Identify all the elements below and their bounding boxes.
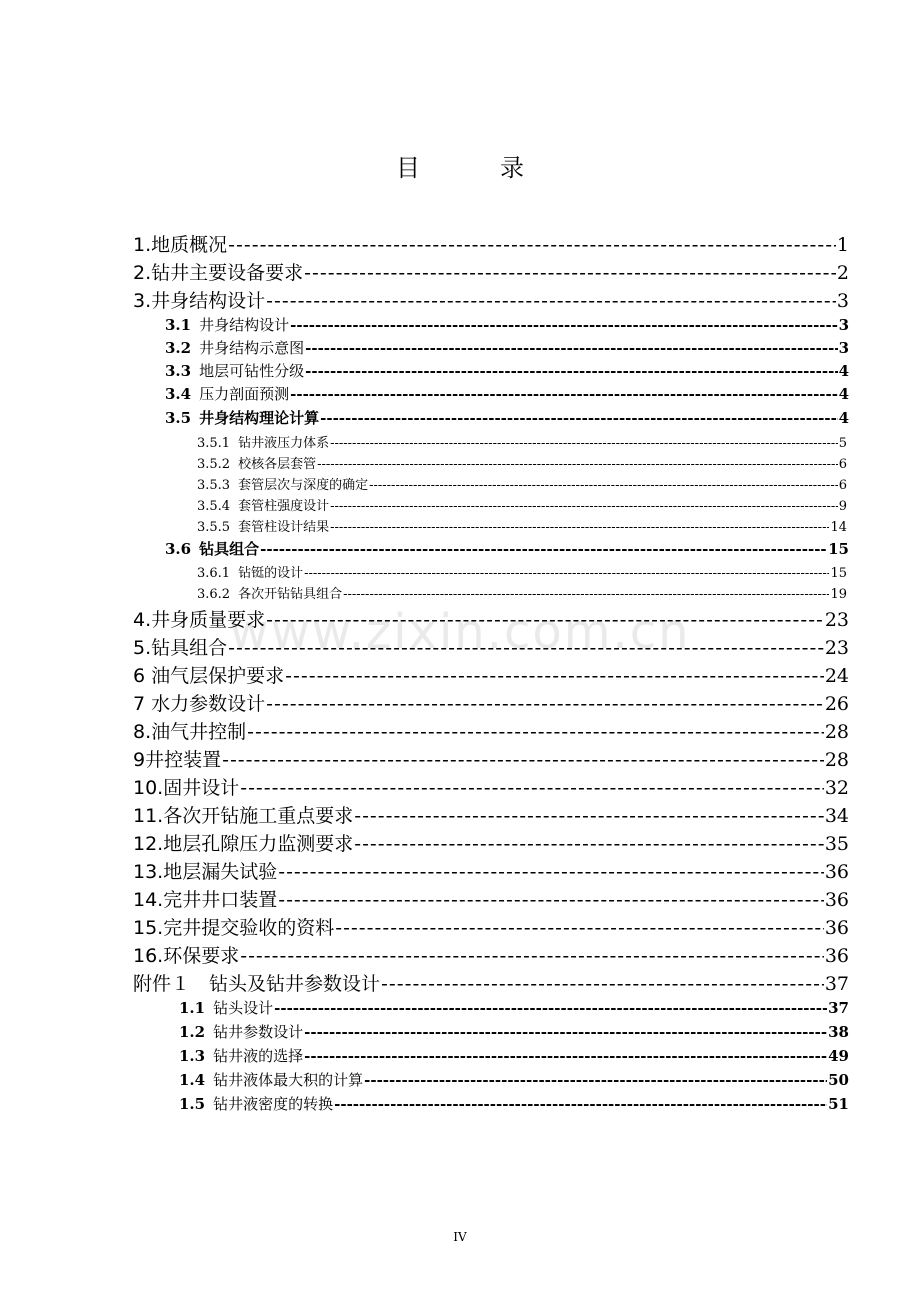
toc-entry-page: 35 <box>824 833 849 855</box>
toc-entry[interactable] <box>133 745 849 771</box>
toc-entry-label: 8.油气井控制 <box>133 721 247 743</box>
toc-entry[interactable] <box>133 689 849 715</box>
toc-leader <box>228 637 824 659</box>
toc-entry-label <box>197 474 368 493</box>
toc-entry-text: 套管柱强度设计 <box>238 499 330 514</box>
toc-entry-text: 钻头设计 <box>213 999 274 1017</box>
toc-entry[interactable] <box>133 633 849 659</box>
toc-leader <box>266 693 824 715</box>
toc-entry-number: 3.6.2 <box>197 587 231 602</box>
toc-leader <box>240 777 824 799</box>
toc-leader <box>228 234 836 256</box>
toc-leader <box>290 316 837 334</box>
toc-entry-page: 6 <box>838 478 847 493</box>
toc-leader <box>354 805 824 827</box>
toc-entry[interactable] <box>179 1069 849 1091</box>
toc-entry-number: 1.1 <box>179 999 206 1017</box>
toc-entry-page: 28 <box>824 721 849 743</box>
toc-entry[interactable] <box>197 562 847 582</box>
toc-entry-label <box>165 538 259 559</box>
toc-entry-label <box>179 1045 303 1066</box>
toc-entry[interactable] <box>133 230 849 256</box>
title-char-1: 目 <box>396 154 420 182</box>
toc-leader <box>354 833 824 855</box>
toc-entry-number: 3.5.3 <box>197 478 231 493</box>
toc-entry[interactable] <box>165 360 849 382</box>
toc-entry-number: 3.5.2 <box>197 457 231 472</box>
toc-entry-label <box>197 453 316 472</box>
toc-entry-text: 钻具组合 <box>199 540 260 558</box>
toc-entry-label <box>179 1093 333 1114</box>
toc-entry-text: 钻井液的选择 <box>213 1047 304 1065</box>
toc-entry[interactable] <box>197 474 847 494</box>
toc-entry-label <box>179 997 273 1018</box>
toc-leader <box>369 478 838 493</box>
toc-entry-label <box>165 407 319 428</box>
toc-entry-label: 11.各次开钻施工重点要求 <box>133 805 354 827</box>
title-char-2: 录 <box>500 154 524 182</box>
toc-entry-page: 24 <box>824 665 849 687</box>
toc-entry-page: 37 <box>828 999 849 1017</box>
toc-entry-page: 4 <box>838 409 849 427</box>
toc-leader <box>266 609 824 631</box>
toc-leader <box>285 665 824 687</box>
toc-entry-text: 钻井参数设计 <box>213 1023 304 1041</box>
toc-entry-page: 37 <box>824 973 849 995</box>
toc-entry[interactable] <box>197 495 847 515</box>
toc-entry-page: 38 <box>828 1023 849 1041</box>
toc-leader <box>335 917 824 939</box>
toc-entry-number: 3.5.1 <box>197 436 231 451</box>
toc-entry-text: 钻铤的设计 <box>238 566 304 581</box>
toc-entry-text: 钻井液密度的转换 <box>213 1095 334 1113</box>
toc-entry-text: 压力剖面预测 <box>199 385 290 403</box>
toc-entry-label: 9井控装置 <box>133 749 222 771</box>
toc-entry[interactable] <box>197 516 847 536</box>
toc-entry-label <box>165 337 304 358</box>
toc-entry-label <box>179 1069 363 1090</box>
toc-leader <box>304 1047 827 1065</box>
toc-entry-page: 34 <box>824 805 849 827</box>
toc-entry-label: 4.井身质量要求 <box>133 609 266 631</box>
toc-entry-text: 套管柱设计结果 <box>238 520 330 535</box>
toc-entry-number: 3.1 <box>165 316 192 334</box>
toc-entry-page: 36 <box>824 917 849 939</box>
toc-entry[interactable] <box>165 407 849 429</box>
toc-entry-page: 23 <box>824 609 849 631</box>
toc-entry[interactable] <box>197 432 847 452</box>
toc-entry-label: 3.井身结构设计 <box>133 290 266 312</box>
toc-leader <box>222 749 824 771</box>
toc-entry[interactable] <box>197 453 847 473</box>
toc-entry-page: 15 <box>830 566 847 581</box>
toc-entry-number: 3.5.5 <box>197 520 231 535</box>
toc-entry[interactable] <box>133 829 849 855</box>
toc-entry-text: 钻井液体最大积的计算 <box>213 1071 364 1089</box>
toc-entry-number: 3.3 <box>165 362 192 380</box>
toc-leader <box>334 1095 827 1113</box>
toc-entry-page: 49 <box>828 1047 849 1065</box>
toc-entry[interactable] <box>133 605 849 631</box>
toc-entry-label: 1.地质概况 <box>133 234 228 256</box>
toc-entry-number: 1.2 <box>179 1023 206 1041</box>
toc-entry[interactable] <box>133 258 849 284</box>
toc-entry[interactable] <box>165 314 849 336</box>
toc-entry[interactable] <box>179 1093 849 1115</box>
toc-entry-text: 套管层次与深度的确定 <box>238 478 369 493</box>
toc-leader <box>317 457 838 472</box>
toc-entry-page: 1 <box>836 234 849 256</box>
toc-entry-page: 23 <box>824 637 849 659</box>
toc-entry-page: 14 <box>830 520 847 535</box>
toc-entry-label: 16.环保要求 <box>133 945 240 967</box>
toc-entry-label: 5.钻具组合 <box>133 637 228 659</box>
toc-entry-label: 6 油气层保护要求 <box>133 665 285 687</box>
toc-entry[interactable] <box>133 717 849 743</box>
toc-entry-page: 15 <box>828 540 849 558</box>
toc-entry[interactable] <box>179 1021 849 1043</box>
toc-leader <box>278 861 824 883</box>
toc-leader <box>274 999 827 1017</box>
toc-entry-page: 4 <box>838 362 849 380</box>
toc-entry-number: 3.5 <box>165 409 192 427</box>
toc-leader <box>304 262 836 284</box>
toc-entry-label: 13.地层漏失试验 <box>133 861 278 883</box>
toc-entry-number: 3.6 <box>165 540 192 558</box>
toc-leader <box>320 409 837 427</box>
toc-entry-label <box>165 383 289 404</box>
toc-entry-page: 50 <box>828 1071 849 1089</box>
toc-title <box>0 148 920 183</box>
toc-leader <box>240 945 824 967</box>
toc-entry[interactable] <box>179 1045 849 1067</box>
toc-entry-label <box>197 432 329 451</box>
toc-entry[interactable] <box>165 337 849 359</box>
toc-entry-page: 36 <box>824 945 849 967</box>
toc-leader <box>330 499 838 514</box>
toc-leader <box>330 520 829 535</box>
toc-entry-label <box>197 495 329 514</box>
watermark: www.zixin.com.cn <box>229 604 691 660</box>
toc-entry[interactable] <box>165 538 849 560</box>
toc-entry-label: 12.地层孔隙压力监测要求 <box>133 833 354 855</box>
toc-entry-text: 井身结构理论计算 <box>199 409 320 427</box>
toc-entry-page: 5 <box>838 436 847 451</box>
toc-entry-text: 地层可钻性分级 <box>199 362 305 380</box>
toc-entry-number: 3.5.4 <box>197 499 231 514</box>
toc-entry[interactable] <box>133 969 849 995</box>
toc-entry-number: 1.4 <box>179 1071 206 1089</box>
toc-entry[interactable] <box>133 941 849 967</box>
toc-entry-page: 51 <box>828 1095 849 1113</box>
toc-entry-label <box>179 1021 303 1042</box>
toc-entry-text: 钻井液压力体系 <box>238 436 330 451</box>
toc-leader <box>304 566 829 581</box>
toc-entry-page: 6 <box>838 457 847 472</box>
toc-leader <box>260 540 827 558</box>
toc-leader <box>305 362 837 380</box>
toc-entry-number: 1.3 <box>179 1047 206 1065</box>
toc-entry-label: 附件１ 钻头及钻井参数设计 <box>133 973 381 995</box>
toc-leader <box>247 721 824 743</box>
toc-entry[interactable] <box>197 583 847 603</box>
toc-leader <box>343 587 829 602</box>
toc-entry-page: 36 <box>824 889 849 911</box>
toc-entry-text: 校核各层套管 <box>238 457 317 472</box>
toc-entry-page: 4 <box>838 385 849 403</box>
toc-entry-label <box>165 360 304 381</box>
toc-entry-page: 28 <box>824 749 849 771</box>
toc-entry[interactable] <box>133 857 849 883</box>
toc-entry-page: 36 <box>824 861 849 883</box>
toc-entry-text: 井身结构示意图 <box>199 339 305 357</box>
toc-entry[interactable] <box>133 885 849 911</box>
toc-entry-label <box>197 583 342 602</box>
toc-entry-label <box>197 516 329 535</box>
toc-leader <box>305 339 837 357</box>
toc-entry-page: 2 <box>836 262 849 284</box>
toc-entry-number: 3.2 <box>165 339 192 357</box>
toc-leader <box>330 436 838 451</box>
toc-entry[interactable] <box>133 801 849 827</box>
toc-entry-page: 3 <box>838 316 849 334</box>
toc-entry-label <box>165 314 289 335</box>
toc-entry[interactable] <box>133 661 849 687</box>
toc-entry-page: 26 <box>824 693 849 715</box>
toc-leader <box>364 1071 827 1089</box>
toc-entry[interactable] <box>133 913 849 939</box>
toc-entry-text: 井身结构设计 <box>199 316 290 334</box>
toc-entry[interactable] <box>133 773 849 799</box>
toc-entry-label: 2.钻井主要设备要求 <box>133 262 304 284</box>
toc-entry-page: 19 <box>830 587 847 602</box>
toc-entry-label: 7 水力参数设计 <box>133 693 266 715</box>
toc-entry-page: 32 <box>824 777 849 799</box>
toc-entry-label: 15.完井提交验收的资料 <box>133 917 335 939</box>
toc-entry-number: 1.5 <box>179 1095 206 1113</box>
toc-leader <box>304 1023 827 1041</box>
toc-entry-text: 各次开钻钻具组合 <box>238 587 343 602</box>
toc-entry-page: 3 <box>838 339 849 357</box>
page-number: IV <box>453 1230 467 1244</box>
toc-entry-number: 3.6.1 <box>197 566 231 581</box>
toc-entry[interactable] <box>133 286 849 312</box>
toc-entry-label: 10.固井设计 <box>133 777 240 799</box>
toc-entry-label: 14.完井井口装置 <box>133 889 278 911</box>
toc-leader <box>278 889 824 911</box>
toc-leader <box>290 385 837 403</box>
toc-entry-label <box>197 562 303 581</box>
toc-entry-page: 3 <box>836 290 849 312</box>
toc-entry[interactable] <box>165 383 849 405</box>
toc-entry-page: 9 <box>838 499 847 514</box>
toc-leader <box>266 290 836 312</box>
toc-leader <box>381 973 824 995</box>
toc-entry-number: 3.4 <box>165 385 192 403</box>
toc-entry[interactable] <box>179 997 849 1019</box>
